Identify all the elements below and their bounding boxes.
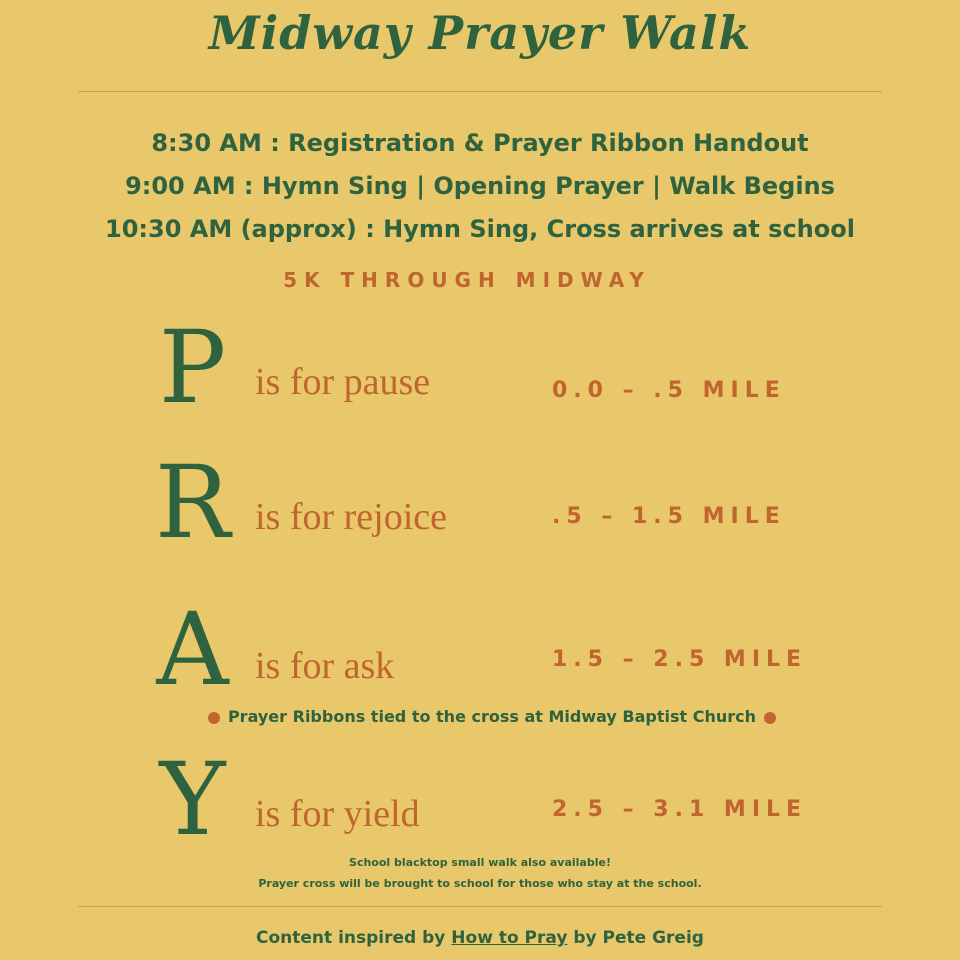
pray-row-r — [0, 445, 960, 565]
pray-miles: 0.0 – .5 MILE — [552, 378, 786, 403]
note-cross-to-school: Prayer cross will be brought to school for those who stay at the school. — [258, 877, 702, 890]
footer-credit — [0, 928, 960, 948]
pray-phrase: is for ask — [255, 645, 395, 687]
bottom-divider — [78, 906, 882, 907]
footer-suffix: by Pete Greig — [573, 928, 704, 948]
pray-miles: 1.5 – 2.5 MILE — [552, 647, 808, 672]
note-small-walk: School blacktop small walk also available! — [349, 856, 611, 869]
ribbon-note — [0, 707, 960, 726]
book-link[interactable]: How to Pray — [451, 928, 568, 948]
pray-phrase: is for yield — [255, 793, 420, 835]
pray-phrase: is for pause — [255, 361, 431, 403]
pray-letter: A — [156, 591, 229, 708]
pray-miles: .5 – 1.5 MILE — [552, 504, 786, 529]
pray-row-p — [0, 310, 960, 430]
schedule-item-walk-begins: 9:00 AM : Hymn Sing | Opening Prayer | Walk Begins — [125, 172, 835, 200]
page-title: Midway Prayer Walk — [208, 6, 752, 60]
schedule-item-registration: 8:30 AM : Registration & Prayer Ribbon Handout — [151, 129, 809, 157]
pray-phrase: is for rejoice — [255, 496, 448, 538]
pray-letter: R — [154, 444, 231, 561]
pray-row-y — [0, 742, 960, 862]
bullet-dot-icon — [208, 712, 220, 724]
top-divider — [78, 91, 882, 92]
schedule — [0, 122, 960, 251]
subtitle: 5K THROUGH MIDWAY — [283, 268, 651, 292]
pray-row-a — [0, 592, 960, 712]
pray-letter: Y — [159, 741, 226, 858]
ribbon-note-text: Prayer Ribbons tied to the cross at Midway Baptist Church — [227, 707, 757, 726]
schedule-item-arrival: 10:30 AM (approx) : Hymn Sing, Cross arrives at school — [105, 215, 855, 243]
bullet-dot-icon — [764, 712, 776, 724]
pray-letter: P — [158, 309, 227, 426]
pray-miles: 2.5 – 3.1 MILE — [552, 797, 808, 822]
footer-prefix: Content inspired by — [256, 928, 446, 948]
